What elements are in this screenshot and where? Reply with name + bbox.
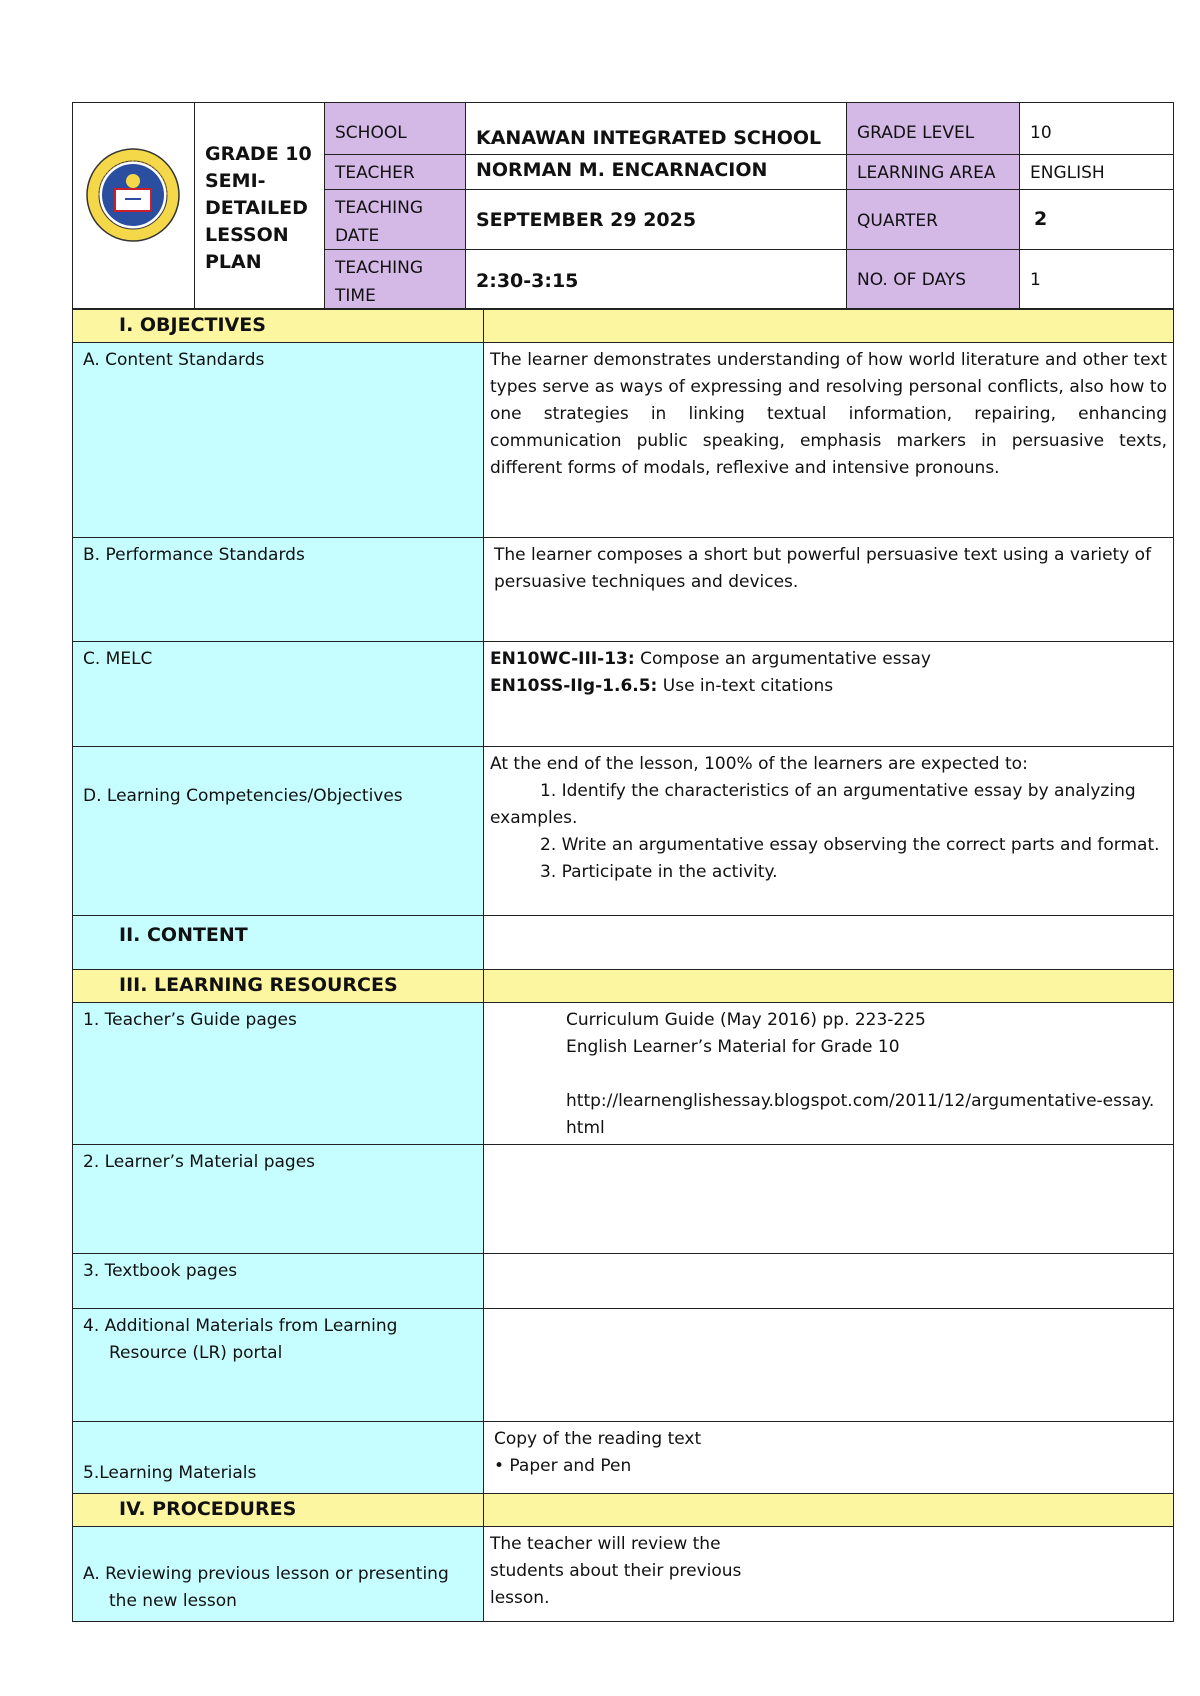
textbook-pages-blank (483, 1253, 1174, 1309)
resources-heading-blank (483, 969, 1174, 1003)
school-label: SCHOOL (324, 102, 466, 155)
no-of-days-label: NO. OF DAYS (846, 249, 1020, 309)
deped-seal-icon (85, 147, 181, 243)
learning-materials-label-cell (72, 1421, 484, 1494)
learners-material-blank (483, 1144, 1174, 1254)
quarter-value: 2 (1019, 189, 1174, 250)
additional-materials-label: 4. Additional Materials from Learning Resource (LR) portal (72, 1308, 484, 1422)
teaching-time-value: 2:30-3:15 (465, 249, 847, 309)
reference-link[interactable]: http://learnenglishessay.blogspot.com/2011/12/argumentative-essay.html (566, 1091, 1155, 1138)
content-blank (483, 915, 1174, 970)
grade-level-label: GRADE LEVEL (846, 102, 1020, 155)
no-of-days-value: 1 (1019, 249, 1174, 309)
procedures-heading-blank (483, 1493, 1174, 1527)
melc-text (483, 641, 1174, 747)
teacher-value: NORMAN M. ENCARNACION (465, 154, 847, 190)
content-heading: II. CONTENT (72, 915, 484, 970)
learners-material-label: 2. Learner’s Material pages (72, 1144, 484, 1254)
learning-materials-label: 5.Learning Materials (83, 1463, 257, 1483)
performance-standards-label: B. Performance Standards (72, 537, 484, 642)
competencies-label: D. Learning Competencies/Objectives (83, 786, 403, 806)
teachers-guide-label: 1. Teacher’s Guide pages (72, 1002, 484, 1145)
content-standards-text: The learner demonstrates understanding of how world literature and other text types serve as ways of expressing and resolving personal conflicts, also how to one strategies in linking textual information, repairing, enhancing communication public speaking, emphasis markers in persuasive texts, different forms of modals, reflexive and intensive pronouns. (483, 342, 1174, 538)
competencies-text: At the end of the lesson, 100% of the learners are expected to: 1. Identify the characteristics of an argumentative essay by analyzing examples. 2. Write an argumentative essay observing the correct parts and format. 3. Participate in the activity. (483, 746, 1174, 916)
learning-area-value: ENGLISH (1019, 154, 1174, 190)
grade-level-value: 10 (1019, 102, 1174, 155)
reviewing-text: The teacher will review the students about their previous lesson. (483, 1526, 1174, 1622)
competencies-label-cell (72, 746, 484, 916)
teaching-date-value: SEPTEMBER 29 2025 (465, 189, 847, 250)
melc-item-1: EN10WC-III-13: Compose an argumentative essay (490, 649, 931, 669)
school-value: KANAWAN INTEGRATED SCHOOL (465, 102, 847, 155)
learning-area-label: LEARNING AREA (846, 154, 1020, 190)
teachers-guide-text: Curriculum Guide (May 2016) pp. 223-225 English Learner’s Material for Grade 10 http://learnenglishessay.blogspot.com/2011/12/argumentative-essay.html (483, 1002, 1174, 1145)
additional-materials-blank (483, 1308, 1174, 1422)
reviewing-label: A. Reviewing previous lesson or presenting the new lesson (83, 1564, 449, 1611)
learning-materials-text: Copy of the reading text • Paper and Pen (483, 1421, 1174, 1494)
quarter-label: QUARTER (846, 189, 1020, 250)
content-standards-label: A. Content Standards (72, 342, 484, 538)
melc-item-2: EN10SS-IIg-1.6.5: Use in-text citations (490, 676, 834, 696)
reviewing-label-cell (72, 1526, 484, 1622)
objectives-heading-blank (483, 309, 1174, 343)
plan-title-cell (194, 102, 325, 309)
melc-label: C. MELC (72, 641, 484, 747)
procedures-heading: IV. PROCEDURES (72, 1493, 484, 1527)
teaching-time-label: TEACHING TIME (324, 249, 466, 309)
logo-cell (72, 102, 195, 309)
teaching-date-label: TEACHING DATE (324, 189, 466, 250)
textbook-pages-label: 3. Textbook pages (72, 1253, 484, 1309)
plan-title: GRADE 10 SEMI- DETAILED LESSON PLAN (205, 143, 312, 273)
resources-heading: III. LEARNING RESOURCES (72, 969, 484, 1003)
performance-standards-text: The learner composes a short but powerful persuasive text using a variety of persuasive techniques and devices. (483, 537, 1174, 642)
objectives-heading: I. OBJECTIVES (72, 309, 484, 343)
teacher-label: TEACHER (324, 154, 466, 190)
